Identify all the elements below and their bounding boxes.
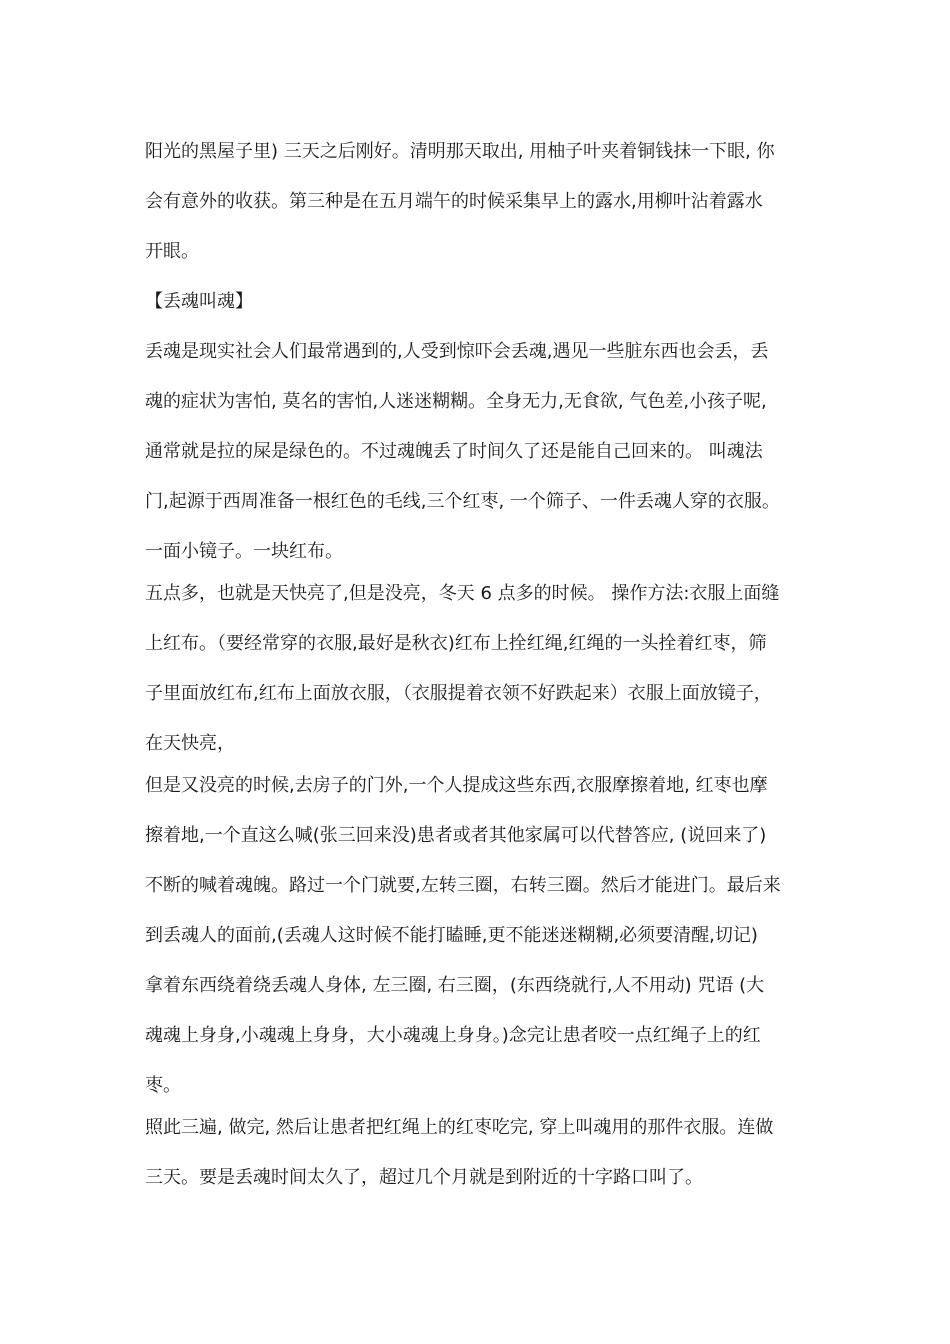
text-line: 阳光的黑屋子里) 三天之后刚好。清明那天取出, 用柚子叶夹着铜钱抹一下眼, 你	[145, 141, 775, 162]
text-line: 门,起源于西周准备一根红色的毛线,三个红枣, 一个筛子、一件丢魂人穿的衣服。	[145, 491, 780, 512]
text-line: 但是又没亮的时候,去房子的门外,一个人提成这些东西,衣服摩擦着地, 红枣也摩	[145, 775, 768, 796]
text-line: 魂的症状为害怕, 莫名的害怕,人迷迷糊糊。全身无力,无食欲, 气色差,小孩子呢,	[145, 391, 767, 412]
text-line: 照此三遍, 做完, 然后让患者把红绳上的红枣吃完, 穿上叫魂用的那件衣服。连做	[145, 1117, 774, 1138]
section-heading: 【丢魂叫魂】	[145, 291, 253, 312]
text-line: 三天。要是丢魂时间太久了，超过几个月就是到附近的十字路口叫了。	[145, 1167, 703, 1188]
text-line: 会有意外的收获。第三种是在五月端午的时候采集早上的露水,用柳叶沾着露水	[145, 191, 763, 212]
text-line: 通常就是拉的屎是绿色的。不过魂魄丢了时间久了还是能自己回来的。 叫魂法	[145, 441, 763, 462]
text-line: 丢魂是现实社会人们最常遇到的,人受到惊吓会丢魂,遇见一些脏东西也会丢，丢	[145, 341, 769, 362]
text-line: 上红布。（要经常穿的衣服,最好是秋衣)红布上拴红绳,红绳的一头拴着红枣，筛	[145, 633, 767, 654]
text-line: 子里面放红布,红布上面放衣服，（衣服提着衣领不好跌起来）衣服上面放镜子，	[145, 683, 772, 704]
text-line: 在天快亮，	[145, 733, 235, 754]
document-body	[145, 127, 825, 1203]
text-line: 拿着东西绕着绕丢魂人身体, 左三圈, 右三圈，(东西绕就行,人不用动) 咒语 (大	[145, 975, 765, 996]
text-line: 五点多，也就是天快亮了,但是没亮，冬天 6 点多的时候。 操作方法:衣服上面缝	[145, 583, 780, 604]
text-line: 擦着地,一个直这么喊(张三回来没)患者或者其他家属可以代替答应, (说回来了)	[145, 825, 767, 846]
text-line: 魂魂上身身,小魂魂上身身，大小魂魂上身身。)念完让患者咬一点红绳子上的红	[145, 1025, 761, 1046]
text-line: 枣。	[145, 1075, 181, 1096]
text-line: 不断的喊着魂魄。路过一个门就要,左转三圈，右转三圈。然后才能进门。最后来	[145, 875, 781, 896]
text-line: 开眼。	[145, 241, 199, 262]
text-line: 到丢魂人的面前,(丢魂人这时候不能打瞌睡,更不能迷迷糊糊,必须要清醒,切记)	[145, 925, 758, 946]
text-line: 一面小镜子。一块红布。	[145, 541, 343, 562]
